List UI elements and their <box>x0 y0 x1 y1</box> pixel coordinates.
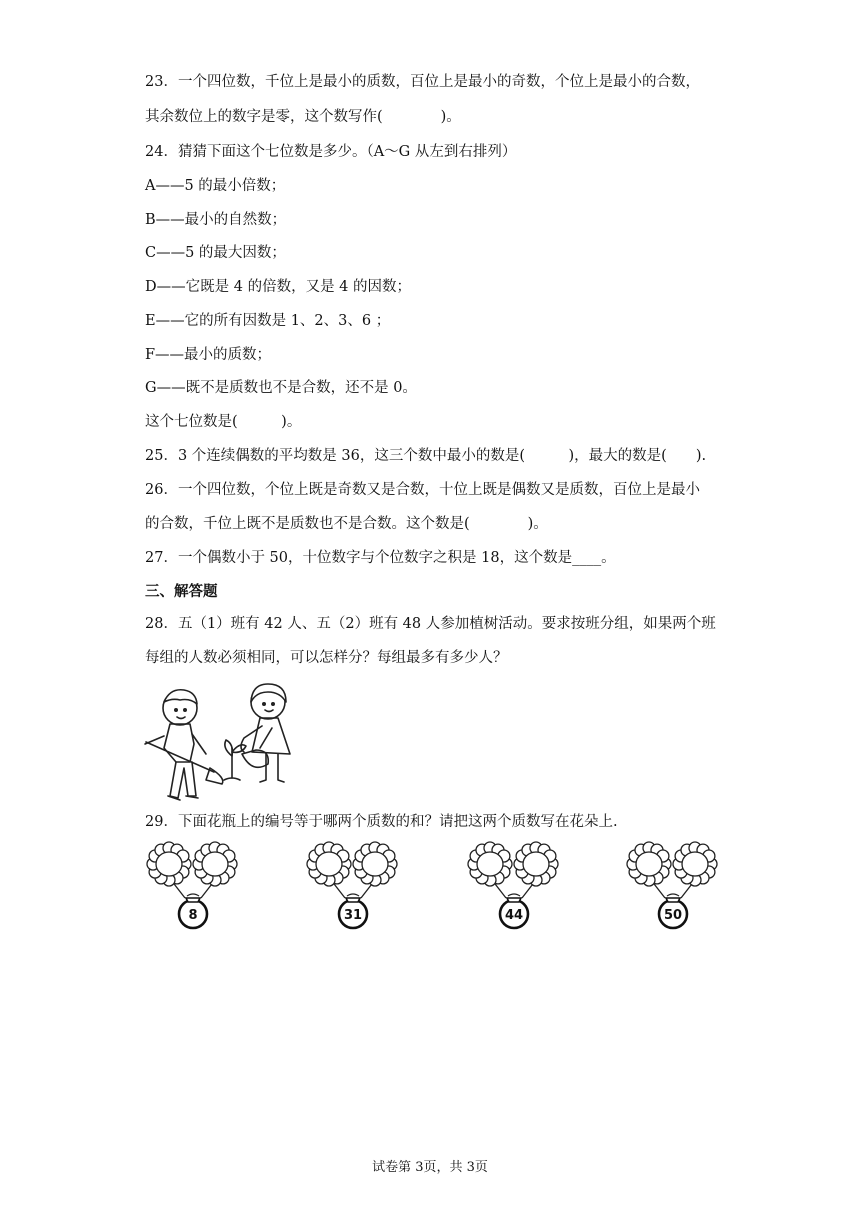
children-planting-illustration <box>140 678 310 808</box>
vase-number: 31 <box>343 908 363 923</box>
flower-right[interactable] <box>353 842 397 886</box>
q26-line1: 26．一个四位数，个位上既是奇数又是合数，十位上既是偶数又是质数，百位上是最小 <box>145 482 700 498</box>
vase-number: 44 <box>504 908 524 923</box>
page-footer: 试卷第 3页，共 3页 <box>372 1160 488 1175</box>
flower-left[interactable] <box>147 842 191 886</box>
flower-left[interactable] <box>627 842 671 886</box>
q28-line1: 28．五（1）班有 42 人、五（2）班有 48 人参加植树活动。要求按班分组，如果两个班 <box>145 616 716 632</box>
flower-left[interactable] <box>468 842 512 886</box>
vase-number: 50 <box>663 908 683 923</box>
vase-group <box>143 840 243 935</box>
q23-line2: 其余数位上的数字是零，这个数写作( )。 <box>145 109 461 125</box>
flower-right[interactable] <box>673 842 717 886</box>
q24-item-e: E——它的所有因数是 1、2、3、6 ； <box>145 313 391 329</box>
q26-line2: 的合数，千位上既不是质数也不是合数。这个数是( )。 <box>145 516 548 532</box>
q24-item-b: B——最小的自然数； <box>145 212 287 228</box>
vase-group <box>464 840 564 935</box>
vase-number: 8 <box>188 908 198 923</box>
q24-item-c: C——5 的最大因数； <box>145 245 286 261</box>
q24-item-g: G——既不是质数也不是合数，还不是 0。 <box>145 380 417 396</box>
q29: 29．下面花瓶上的编号等于哪两个质数的和？请把这两个质数写在花朵上. <box>145 814 618 830</box>
q24-item-a: A——5 的最小倍数； <box>145 178 286 194</box>
q25: 25．3 个连续偶数的平均数是 36，这三个数中最小的数是( )，最大的数是( ). <box>145 448 707 464</box>
vase-group <box>303 840 403 935</box>
sapling <box>224 740 246 780</box>
flower-right[interactable] <box>193 842 237 886</box>
section-heading: 三、解答题 <box>145 583 218 600</box>
q27: 27．一个偶数小于 50，十位数字与个位数字之积是 18，这个数是____。 <box>145 550 616 566</box>
q24-item-f: F——最小的质数； <box>145 347 272 363</box>
q23-line1: 23．一个四位数，千位上是最小的质数，百位上是最小的奇数，个位上是最小的合数， <box>145 74 700 90</box>
q24-item-d: D——它既是 4 的倍数，又是 4 的因数； <box>145 279 412 295</box>
vase-group <box>623 840 723 935</box>
q28-line2: 每组的人数必须相同，可以怎样分？每组最多有多少人？ <box>145 650 508 666</box>
boy-figure <box>145 690 223 800</box>
girl-figure <box>241 684 290 782</box>
q24-answer: 这个七位数是( )。 <box>145 414 302 430</box>
flower-right[interactable] <box>514 842 558 886</box>
q24-title: 24．猜猜下面这个七位数是多少。（A～G 从左到右排列） <box>145 144 517 160</box>
flower-left[interactable] <box>307 842 351 886</box>
